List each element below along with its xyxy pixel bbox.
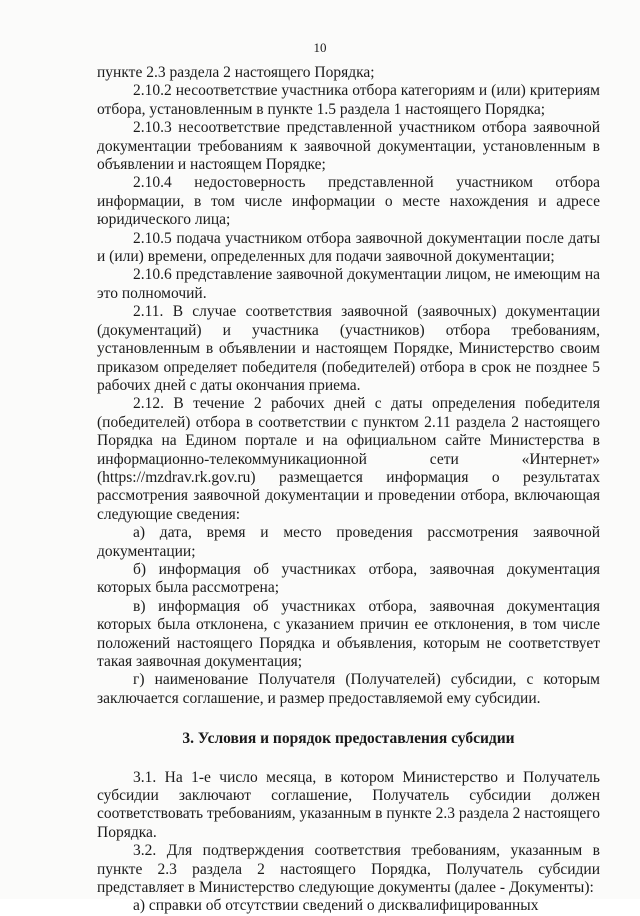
paragraph: 2.10.6 представление заявочной документации лицом, не имеющим на это полномочий.: [97, 266, 600, 302]
list-item: б) информация об участниках отбора, заявочная документация которых была рассмотрена;: [97, 560, 600, 597]
paragraph: 2.10.2 несоответствие участника отбора категориям и (или) критериям отбора, установленным в пункте 1.5 раздела 1 настоящего Порядка;: [97, 82, 600, 118]
paragraph: 2.12. В течение 2 рабочих дней с даты определения победителя (победителей) отбора в соответствии с пунктом 2.11 раздела 2 настоящего Порядка на Едином портале и на официальном сайте Министерства в информационно-телекоммуникационной сети «Интернет» (https://mzdrav.rk.gov.ru) размещается информация о результатах рассмотрения заявочной документации и проведении отбора, включающая следующие сведения:: [97, 395, 600, 523]
page-number: 10: [313, 40, 327, 55]
list-item: а) справки об отсутствии сведений о дисквалифицированных: [133, 897, 539, 915]
section-heading: 3. Условия и порядок предоставления субсидии: [182, 730, 515, 748]
list-item: г) наименование Получателя (Получателей) субсидии, с которым заключается соглашение, и размер предоставляемой ему субсидии.: [97, 671, 600, 707]
paragraph: 2.10.3 несоответствие представленной участником отбора заявочной документации требованиям к заявочной документации, установленным в объявлении и настоящем Порядке;: [97, 119, 600, 174]
document-body: [97, 64, 600, 916]
paragraph: 3.2. Для подтверждения соответствия требованиям, указанным в пункте 2.3 раздела 2 настоящего Порядка, Получатель субсидии представляет в Министерство следующие документы (далее - Документы):: [97, 842, 600, 897]
paragraph: 2.10.4 недостоверность представленной участником отбора информации, в том числе информации о месте нахождения и адресе юридического лица;: [97, 174, 600, 229]
list-item: в) информация об участниках отбора, заявочная документация которых была отклонена, с указанием причин ее отклонения, в том числе положений настоящего Порядка и объявления, которым не соответствует такая заявочная документация;: [97, 597, 600, 670]
paragraph: 2.11. В случае соответствия заявочной (заявочных) документации (документаций) и участника (участников) отбора требованиям, установленным в объявлении и настоящем Порядке, Министерство своим приказом определяет победителя (победителей) отбора в срок не позднее 5 рабочих дней с даты окончания приема.: [97, 303, 600, 394]
paragraph: 2.10.5 подача участником отбора заявочной документации после даты и (или) времени, определенных для подачи заявочной документации;: [97, 229, 600, 266]
paragraph: 3.1. На 1-е число месяца, в котором Министерство и Получатель субсидии заключают соглашение, Получатель субсидии должен соответствовать требованиям, указанным в пункте 2.3 раздела 2 настоящего Порядка.: [97, 768, 600, 841]
paragraph: пункте 2.3 раздела 2 настоящего Порядка;: [97, 64, 375, 81]
list-item: а) дата, время и место проведения рассмотрения заявочной документации;: [97, 524, 600, 560]
